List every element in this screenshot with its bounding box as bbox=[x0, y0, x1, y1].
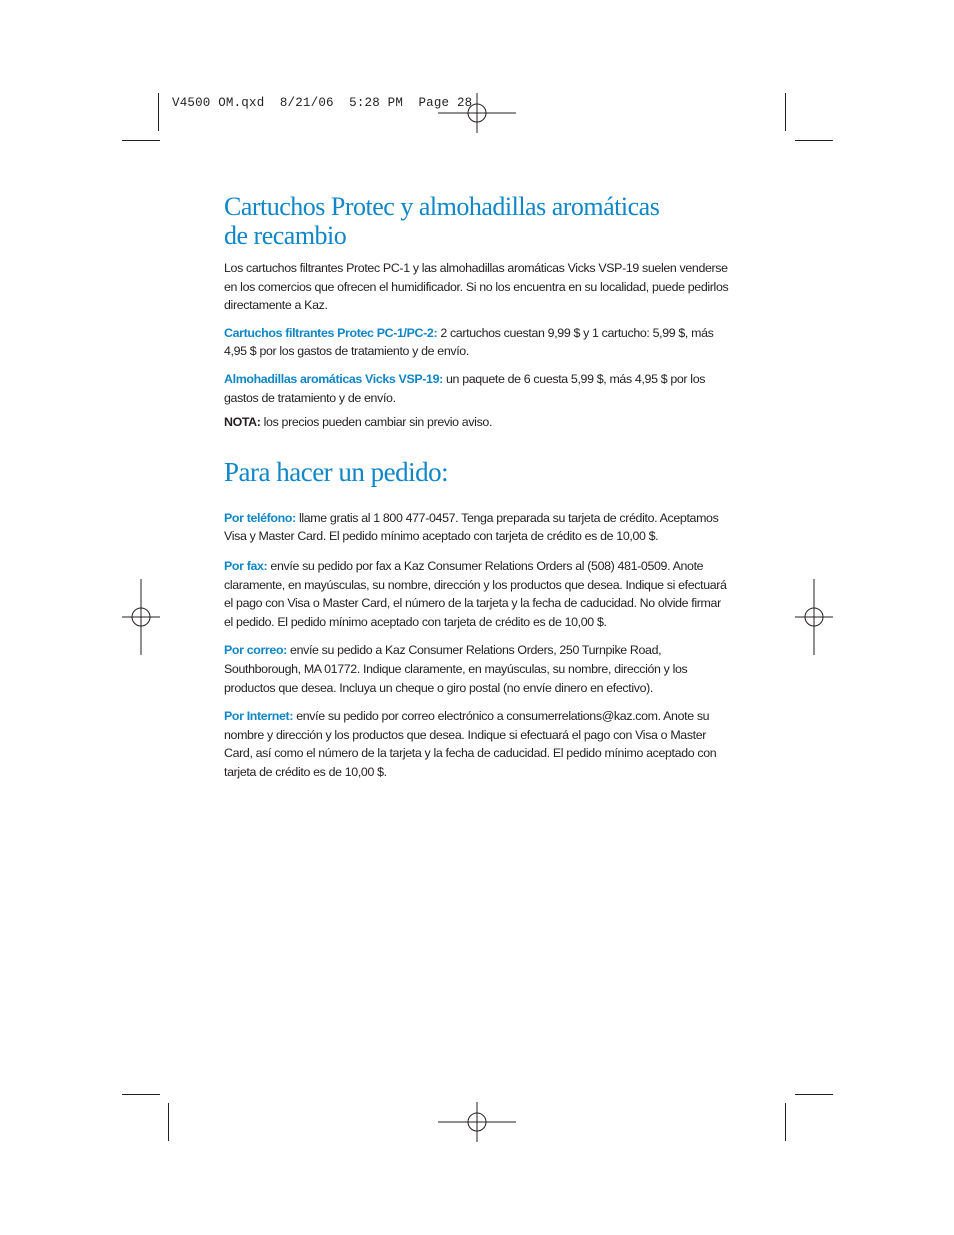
cartridges-price-paragraph bbox=[224, 324, 730, 361]
pads-price-paragraph bbox=[224, 370, 730, 407]
section-title-ordering: Para hacer un pedido: bbox=[224, 456, 449, 487]
internet-label: Por Internet: bbox=[224, 709, 294, 724]
section-spacer bbox=[224, 432, 730, 458]
cartridges-text: 2 cartuchos cuestan 9,99 $ y 1 cartucho: 5,99 $, más 4,95 $ por los gastos de tratamiento y de envío. bbox=[224, 325, 714, 359]
cartridges-label: Cartuchos filtrantes Protec PC-1/PC-2: bbox=[224, 325, 438, 340]
order-by-mail-paragraph bbox=[224, 641, 730, 697]
pads-text: un paquete de 6 cuesta 5,99 $, más 4,95 $ por los gastos de tratamiento y de envío. bbox=[224, 371, 706, 405]
crop-mark-bottom-left-vertical bbox=[168, 1103, 169, 1141]
note-text: los precios pueden cambiar sin previo aviso. bbox=[260, 415, 493, 430]
order-by-internet-paragraph bbox=[224, 707, 730, 781]
section-title-replacement-cartridges: Cartuchos Protec y almohadillas aromáticas de recambio bbox=[224, 192, 660, 250]
note-label: NOTA: bbox=[224, 415, 261, 430]
order-by-phone-paragraph bbox=[224, 509, 730, 546]
order-by-fax-paragraph bbox=[224, 557, 730, 631]
registration-mark-bottom bbox=[438, 1102, 516, 1142]
internet-text: envíe su pedido por correo electrónico a consumerrelations@kaz.com. Anote su nombre y dirección y los productos que desea. Indique si efectuará el pago con Visa o Master Card, así como el número de la tarjeta y la fecha de caducidad. El pedido mínimo aceptado con tarjeta de crédito es de 10,00 $. bbox=[224, 709, 717, 779]
crop-mark-top-right-vertical bbox=[785, 93, 786, 131]
crop-mark-bottom-right-vertical bbox=[785, 1103, 786, 1141]
registration-mark-right bbox=[795, 579, 833, 655]
crop-mark-top-left-vertical bbox=[158, 93, 159, 131]
fax-text: envíe su pedido por fax a Kaz Consumer Relations Orders al (508) 481-0509. Anote claramente, en mayúsculas, su nombre, dirección y los productos que desea. Indique si efectuará el pago con Visa o Master Card, el número de la tarjeta y la fecha de caducidad. No olvide firmar el pedido. El pedido mínimo aceptado con tarjeta de crédito es de 10,00 $. bbox=[224, 558, 727, 629]
intro-paragraph: Los cartuchos filtrantes Protec PC-1 y las almohadillas aromáticas Vicks VSP-19 suelen venderse en los comercios que ofrecen el humidificador. Si no los encuentra en su localidad, puede pedirlos directamente a Kaz. bbox=[224, 261, 729, 313]
printer-slug: V4500 OM.qxd 8/21/06 5:28 PM Page 28 bbox=[172, 96, 473, 110]
page-content bbox=[224, 192, 730, 781]
crop-mark-top-left-horizontal bbox=[122, 140, 160, 141]
fax-label: Por fax: bbox=[224, 558, 268, 573]
crop-mark-bottom-right-horizontal bbox=[795, 1094, 833, 1095]
mail-text: envíe su pedido a Kaz Consumer Relations Orders, 250 Turnpike Road, Southborough, MA 01772. Indique claramente, en mayúsculas, su nombre, dirección y los productos que desea. Incluya un cheque o giro postal (no envíe dinero en efectivo). bbox=[224, 643, 688, 695]
pads-label: Almohadillas aromáticas Vicks VSP-19: bbox=[224, 371, 443, 386]
crop-mark-bottom-left-horizontal bbox=[122, 1094, 160, 1095]
note-paragraph bbox=[224, 413, 730, 432]
registration-mark-top bbox=[438, 93, 516, 133]
phone-label: Por teléfono: bbox=[224, 510, 296, 525]
mail-label: Por correo: bbox=[224, 643, 287, 658]
phone-text: llame gratis al 1 800 477-0457. Tenga preparada su tarjeta de crédito. Aceptamos Visa y Master Card. El pedido mínimo aceptado con tarjeta de crédito es de 10,00 $. bbox=[224, 510, 719, 544]
registration-mark-left bbox=[122, 579, 160, 655]
crop-mark-top-right-horizontal bbox=[795, 140, 833, 141]
